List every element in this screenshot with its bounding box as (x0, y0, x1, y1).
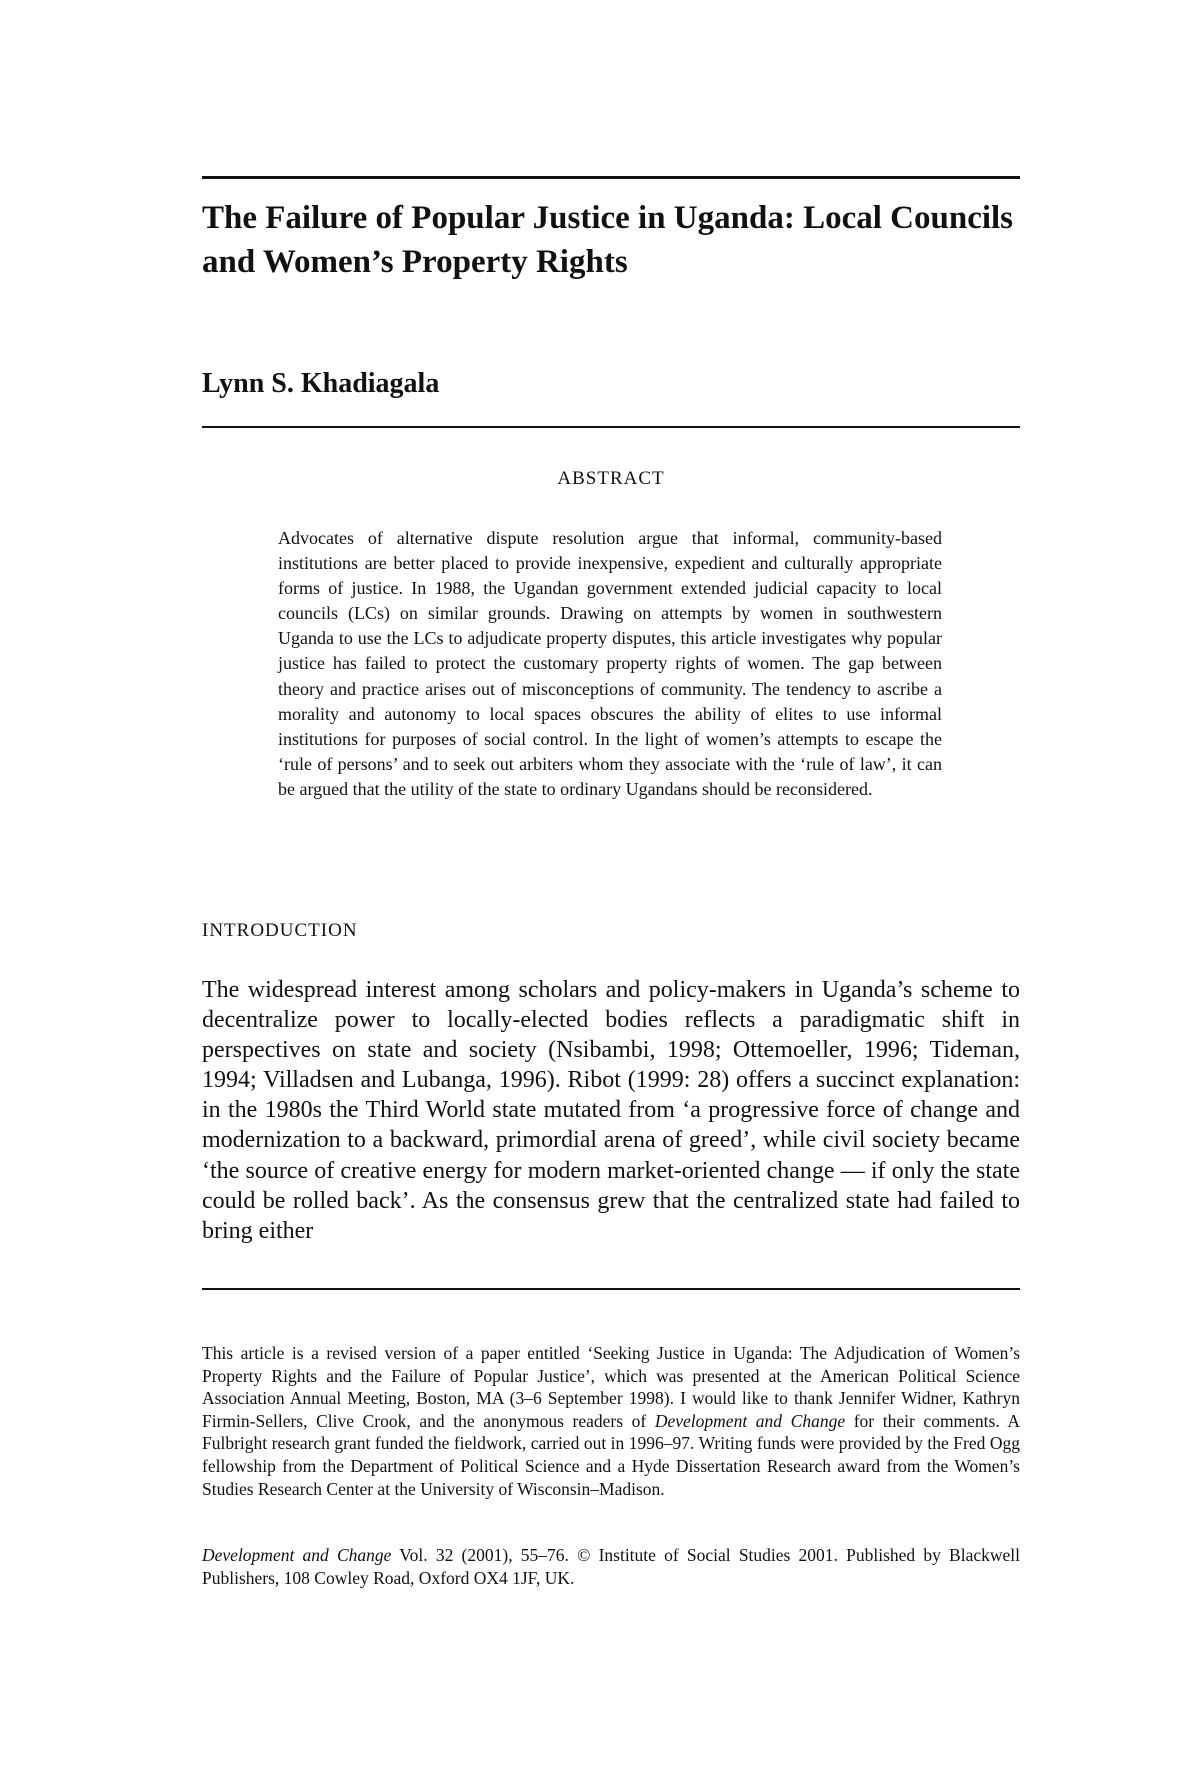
acknowledgement-footnote (202, 1342, 1020, 1500)
introduction-text: The widespread interest among scholars and policy-makers in Uganda’s scheme to decentralize power to locally-elected bodies reflects a paradigmatic shift in perspectives on state and society (Nsibambi, 1998; Ottemoeller, 1996; Tideman, 1994; Villadsen and Lubanga, 1996). Ribot (1999: 28) offers a succinct explanation: in the 1980s the Third World state mutated from ‘a progressive force of change and modernization to a backward, primordial arena of greed’, while civil society became ‘the source of creative energy for modern market-oriented change — if only the state could be rolled back’. As the consensus grew that the centralized state had failed to bring either (202, 977, 1020, 1244)
footnote-rule (202, 1288, 1020, 1290)
top-rule (202, 176, 1020, 179)
abstract-text: Advocates of alternative dispute resolution argue that informal, community-based institutions are better placed to provide inexpensive, expedient and culturally appropriate forms of justice. In 1988, the Ugandan government extended judicial capacity to local councils (LCs) on similar grounds. Drawing on attempts by women in southwestern Uganda to use the LCs to adjudicate property disputes, this article investigates why popular justice has failed to protect the customary property rights of women. The gap between theory and practice arises out of misconceptions of community. The tendency to ascribe a morality and autonomy to local spaces obscures the ability of elites to use informal institutions for purposes of social control. In the light of women’s attempts to escape the ‘rule of persons’ and to seek out arbiters whom they associate with the ‘rule of law’, it can be argued that the utility of the state to ordinary Ugandans should be reconsidered. (278, 528, 942, 799)
article-title: The Failure of Popular Justice in Uganda: Local Councils and Women’s Property Rights (202, 200, 1014, 280)
citation-journal-name: Development and Change (202, 1545, 392, 1565)
journal-citation (202, 1544, 1020, 1589)
abstract-heading: ABSTRACT (557, 468, 665, 489)
author-name: Lynn S. Khadiagala (202, 368, 440, 399)
footnote-text-part-1: This article is a revised version of a paper entitled ‘Seeking Justice in Uganda: The Adjudication of Women’s Property Rights and the Failure of Popular Justice’, which was presented at the American Political Science Association Annual Meeting, Boston, MA (3–6 September 1998). I would like to thank Jennifer Widner, Kathryn Firmin-Sellers, Clive Crook, and the anonymous readers of (202, 1343, 1020, 1431)
introduction-heading: INTRODUCTION (202, 920, 358, 941)
footnote-journal-name: Development and Change (654, 1410, 846, 1431)
citation-text: Vol. 32 (2001), 55–76. © Institute of Social Studies 2001. Published by Blackwell Publishers, 108 Cowley Road, Oxford OX4 1JF, UK. (202, 1545, 1020, 1588)
footnote-text-part-2: for their comments. A Fulbright research grant funded the fieldwork, carried out in 1996–97. Writing funds were provided by the Fred Ogg fellowship from the Department of Political Science and a Hyde Dissertation Research award from the Women’s Studies Research Center at the University of Wisconsin–Madison. (202, 1410, 1021, 1499)
author-rule (202, 426, 1020, 428)
